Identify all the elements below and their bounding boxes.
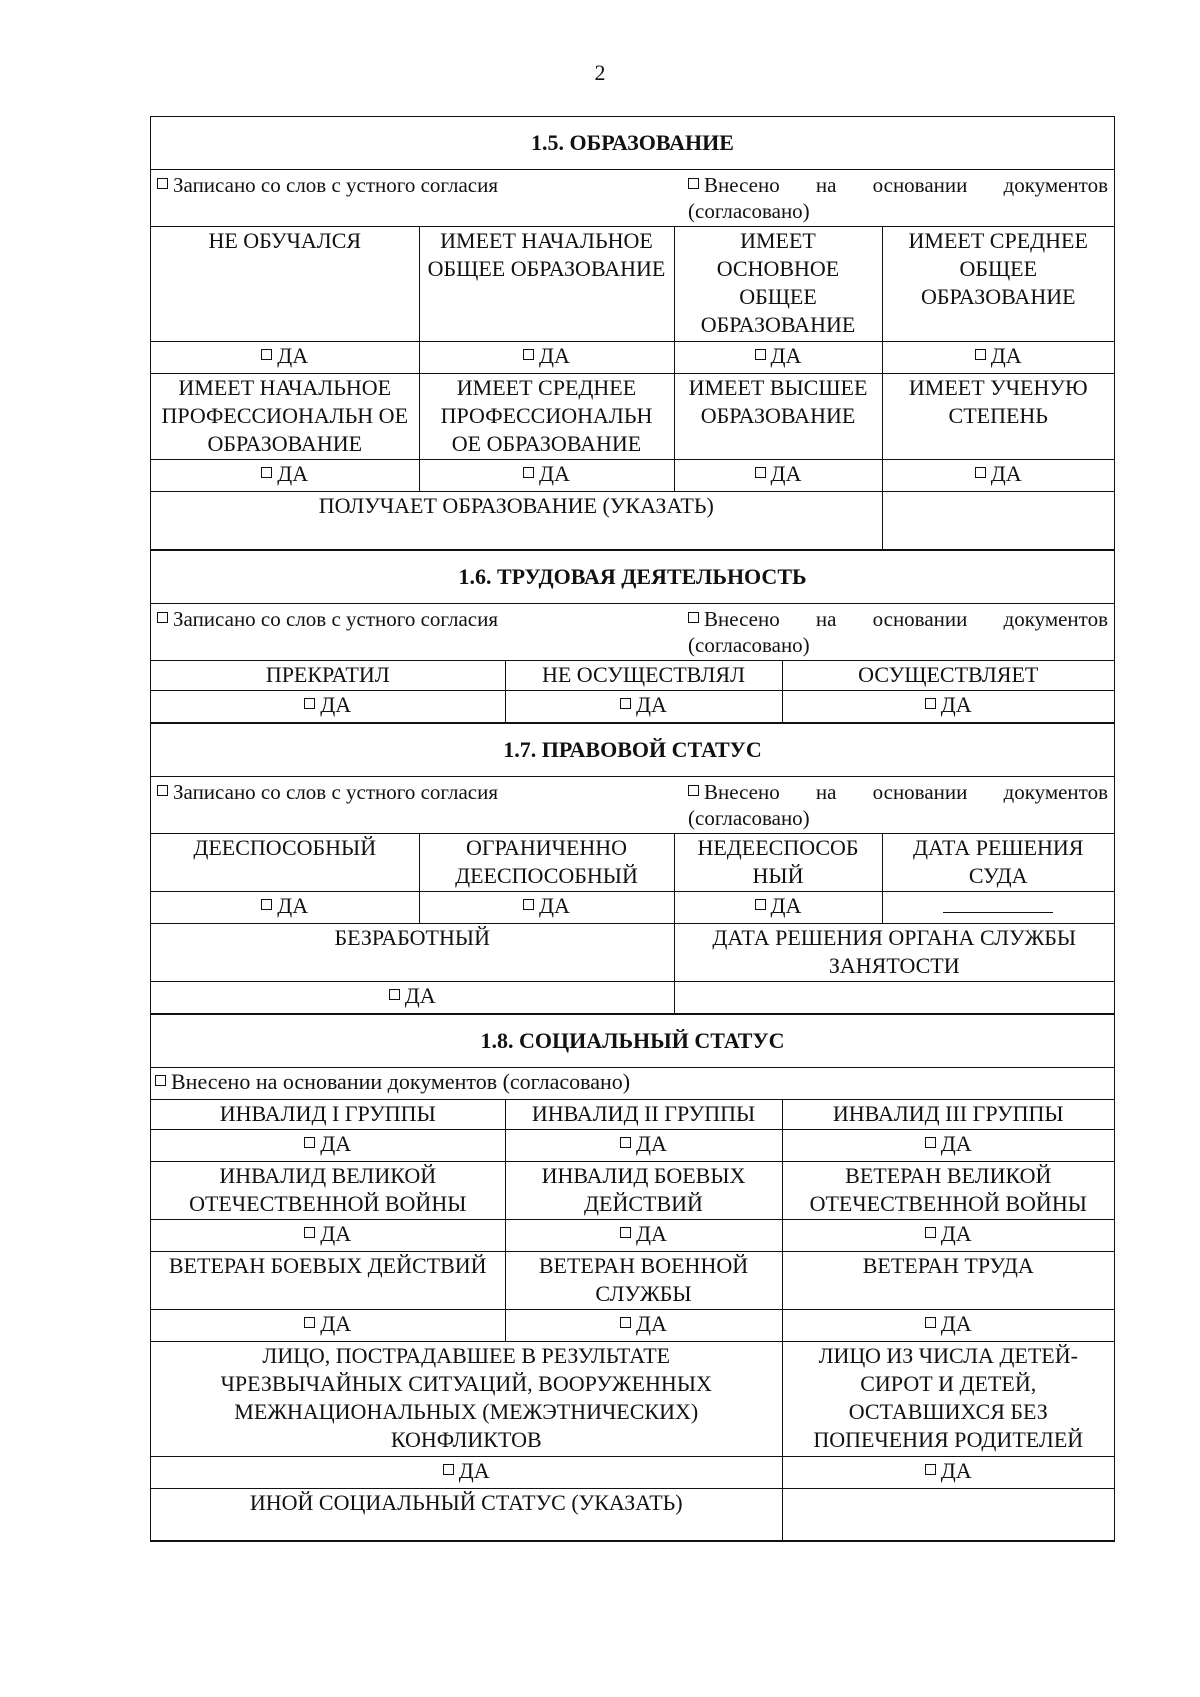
checkbox-icon[interactable] — [620, 698, 631, 709]
label-court-date: ДАТА РЕШЕНИЯ СУДА — [882, 834, 1114, 892]
form-page — [150, 116, 1115, 1542]
label-limited-capable: ОГРАНИЧЕННО ДЕЕСПОСОБНЫЙ — [419, 834, 674, 892]
checkbox-icon[interactable] — [155, 1075, 166, 1086]
court-date-field[interactable] — [882, 892, 1114, 924]
yes-checkbox[interactable]: ДА — [151, 1130, 505, 1162]
yes-checkbox[interactable]: ДА — [782, 1220, 1114, 1252]
label-labor-veteran: ВЕТЕРАН ТРУДА — [782, 1252, 1114, 1310]
consent-oral-option[interactable]: Записано со слов с устного согласия — [157, 606, 498, 658]
checkbox-icon[interactable] — [688, 612, 699, 623]
checkbox-icon[interactable] — [975, 349, 986, 360]
label-secondary-general: ИМЕЕТ СРЕДНЕЕ ОБЩЕЕ ОБРАЗОВАНИЕ — [882, 227, 1114, 342]
yes-checkbox[interactable]: ДА — [419, 460, 674, 492]
yes-checkbox[interactable]: ДА — [151, 460, 419, 492]
checkbox-icon[interactable] — [688, 785, 699, 796]
label-studying: ПОЛУЧАЕТ ОБРАЗОВАНИЕ (УКАЗАТЬ) — [151, 492, 882, 550]
label-primary-general: ИМЕЕТ НАЧАЛЬНОЕ ОБЩЕЕ ОБРАЗОВАНИЕ — [419, 227, 674, 342]
yes-checkbox[interactable]: ДА — [151, 892, 419, 924]
yes-checkbox[interactable]: ДА — [674, 342, 882, 374]
yes-checkbox[interactable]: ДА — [782, 1310, 1114, 1342]
yes-checkbox[interactable]: ДА — [151, 342, 419, 374]
yes-checkbox[interactable]: ДА — [674, 460, 882, 492]
label-unemployed: БЕЗРАБОТНЫЙ — [151, 924, 674, 982]
label-secondary-professional: ИМЕЕТ СРЕДНЕЕ ПРОФЕССИОНАЛЬН ОЕ ОБРАЗОВАНИЕ — [419, 374, 674, 460]
checkbox-icon[interactable] — [261, 899, 272, 910]
section-title-education: 1.5. ОБРАЗОВАНИЕ — [151, 117, 1114, 170]
yes-checkbox[interactable]: ДА — [419, 342, 674, 374]
studying-input-cell[interactable] — [882, 492, 1114, 550]
section-legal-status — [151, 723, 1114, 1014]
yes-checkbox[interactable]: ДА — [505, 1220, 782, 1252]
label-academic-degree: ИМЕЕТ УЧЕНУЮ СТЕПЕНЬ — [882, 374, 1114, 460]
label-emergency-victim: ЛИЦО, ПОСТРАДАВШЕЕ В РЕЗУЛЬТАТЕ ЧРЕЗВЫЧАЙНЫХ СИТУАЦИЙ, ВООРУЖЕННЫХ МЕЖНАЦИОНАЛЬНЫХ (МЕЖЭТНИЧЕСКИХ) КОНФЛИКТОВ — [151, 1342, 782, 1457]
section-employment — [151, 550, 1114, 723]
checkbox-icon[interactable] — [925, 698, 936, 709]
label-disabled-1: ИНВАЛИД I ГРУППЫ — [151, 1100, 505, 1130]
checkbox-icon[interactable] — [157, 178, 168, 189]
checkbox-icon[interactable] — [925, 1137, 936, 1148]
consent-oral-option[interactable]: Записано со слов с устного согласия — [157, 779, 498, 831]
checkbox-icon[interactable] — [975, 467, 986, 478]
checkbox-icon[interactable] — [925, 1227, 936, 1238]
yes-checkbox[interactable]: ДА — [782, 691, 1114, 723]
label-capable: ДЕЕСПОСОБНЫЙ — [151, 834, 419, 892]
label-wwii-veteran: ВЕТЕРАН ВЕЛИКОЙ ОТЕЧЕСТВЕННОЙ ВОЙНЫ — [782, 1162, 1114, 1220]
label-primary-professional: ИМЕЕТ НАЧАЛЬНОЕ ПРОФЕССИОНАЛЬН ОЕ ОБРАЗОВАНИЕ — [151, 374, 419, 460]
checkbox-icon[interactable] — [755, 899, 766, 910]
label-orphans: ЛИЦО ИЗ ЧИСЛА ДЕТЕЙ-СИРОТ И ДЕТЕЙ, ОСТАВШИХСЯ БЕЗ ПОПЕЧЕНИЯ РОДИТЕЛЕЙ — [782, 1342, 1114, 1457]
yes-checkbox[interactable]: ДА — [151, 1310, 505, 1342]
yes-checkbox[interactable]: ДА — [674, 892, 882, 924]
label-military-veteran: ВЕТЕРАН ВОЕННОЙ СЛУЖБЫ — [505, 1252, 782, 1310]
yes-checkbox[interactable]: ДА — [505, 691, 782, 723]
section-title-employment: 1.6. ТРУДОВАЯ ДЕЯТЕЛЬНОСТЬ — [151, 551, 1114, 604]
checkbox-icon[interactable] — [620, 1137, 631, 1148]
checkbox-icon[interactable] — [620, 1317, 631, 1328]
checkbox-icon[interactable] — [443, 1464, 454, 1475]
label-not-studied: НЕ ОБУЧАЛСЯ — [151, 227, 419, 342]
checkbox-icon[interactable] — [925, 1317, 936, 1328]
label-combat-disabled: ИНВАЛИД БОЕВЫХ ДЕЙСТВИЙ — [505, 1162, 782, 1220]
label-disabled-2: ИНВАЛИД II ГРУППЫ — [505, 1100, 782, 1130]
checkbox-icon[interactable] — [755, 349, 766, 360]
checkbox-icon[interactable] — [925, 1464, 936, 1475]
checkbox-icon[interactable] — [620, 1227, 631, 1238]
consent-docs-option[interactable]: Внесено на основании документов (согласовано) — [151, 1068, 1114, 1100]
label-combat-veteran: ВЕТЕРАН БОЕВЫХ ДЕЙСТВИЙ — [151, 1252, 505, 1310]
yes-checkbox[interactable]: ДА — [505, 1130, 782, 1162]
checkbox-icon[interactable] — [755, 467, 766, 478]
checkbox-icon[interactable] — [523, 899, 534, 910]
checkbox-icon[interactable] — [389, 989, 400, 1000]
label-stopped: ПРЕКРАТИЛ — [151, 661, 505, 691]
checkbox-icon[interactable] — [688, 178, 699, 189]
yes-checkbox[interactable]: ДА — [151, 691, 505, 723]
checkbox-icon[interactable] — [261, 467, 272, 478]
checkbox-icon[interactable] — [523, 349, 534, 360]
checkbox-icon[interactable] — [304, 1227, 315, 1238]
label-employment-service-date: ДАТА РЕШЕНИЯ ОРГАНА СЛУЖБЫ ЗАНЯТОСТИ — [674, 924, 1114, 982]
yes-checkbox[interactable]: ДА — [882, 460, 1114, 492]
checkbox-icon[interactable] — [157, 612, 168, 623]
section-title-social-status: 1.8. СОЦИАЛЬНЫЙ СТАТУС — [151, 1015, 1114, 1068]
label-performing: ОСУЩЕСТВЛЯЕТ — [782, 661, 1114, 691]
yes-checkbox[interactable]: ДА — [505, 1310, 782, 1342]
yes-checkbox[interactable]: ДА — [151, 982, 674, 1014]
checkbox-icon[interactable] — [304, 1317, 315, 1328]
consent-oral-option[interactable]: Записано со слов с устного согласия — [157, 172, 498, 224]
yes-checkbox[interactable]: ДА — [151, 1220, 505, 1252]
section-title-legal-status: 1.7. ПРАВОВОЙ СТАТУС — [151, 724, 1114, 777]
label-not-performed: НЕ ОСУЩЕСТВЛЯЛ — [505, 661, 782, 691]
label-incapable: НЕДЕЕСПОСОБ НЫЙ — [674, 834, 882, 892]
yes-checkbox[interactable]: ДА — [782, 1457, 1114, 1489]
yes-checkbox[interactable]: ДА — [882, 342, 1114, 374]
checkbox-icon[interactable] — [523, 467, 534, 478]
checkbox-icon[interactable] — [304, 1137, 315, 1148]
label-basic-general: ИМЕЕТ ОСНОВНОЕ ОБЩЕЕ ОБРАЗОВАНИЕ — [674, 227, 882, 342]
yes-checkbox[interactable]: ДА — [782, 1130, 1114, 1162]
consent-docs-option[interactable]: Внесено на основании документов (согласовано) — [688, 780, 1108, 830]
section-social-status — [151, 1014, 1114, 1541]
checkbox-icon[interactable] — [157, 785, 168, 796]
section-education — [151, 117, 1114, 550]
label-disabled-3: ИНВАЛИД III ГРУППЫ — [782, 1100, 1114, 1130]
yes-checkbox[interactable]: ДА — [419, 892, 674, 924]
label-wwii-disabled: ИНВАЛИД ВЕЛИКОЙ ОТЕЧЕСТВЕННОЙ ВОЙНЫ — [151, 1162, 505, 1220]
yes-checkbox[interactable]: ДА — [151, 1457, 782, 1489]
label-higher: ИМЕЕТ ВЫСШЕЕ ОБРАЗОВАНИЕ — [674, 374, 882, 460]
other-status-input-cell[interactable] — [782, 1489, 1114, 1541]
checkbox-icon[interactable] — [261, 349, 272, 360]
consent-docs-option[interactable]: Внесено на основании документов (согласовано) — [688, 607, 1108, 657]
page-number: 2 — [594, 60, 606, 85]
employment-date-field[interactable] — [674, 982, 1114, 1014]
checkbox-icon[interactable] — [304, 698, 315, 709]
label-other-social-status: ИНОЙ СОЦИАЛЬНЫЙ СТАТУС (УКАЗАТЬ) — [151, 1489, 782, 1541]
consent-docs-option[interactable]: Внесено на основании документов (согласовано) — [688, 173, 1108, 223]
